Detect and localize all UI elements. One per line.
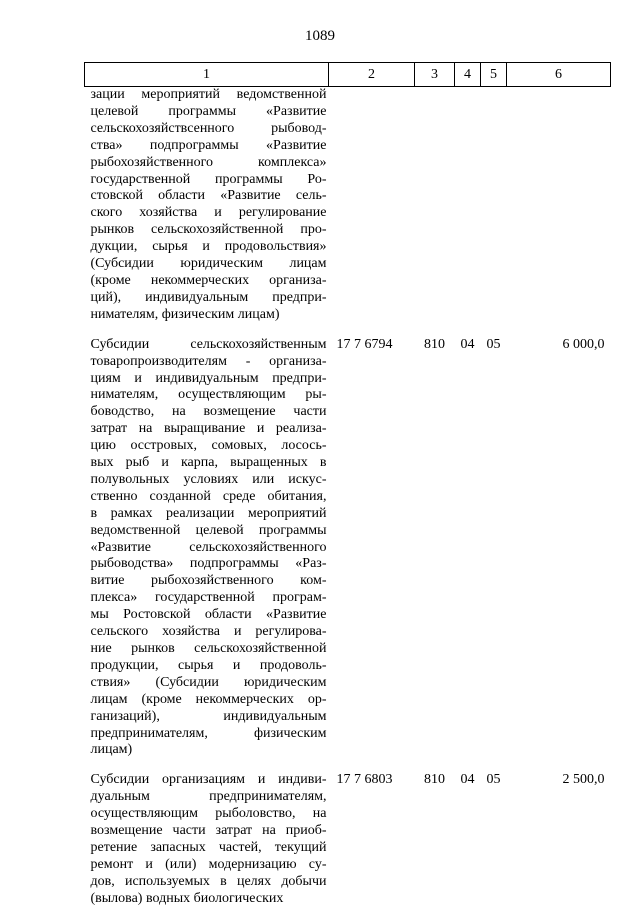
expense-type-code: 810 bbox=[424, 336, 445, 352]
description-line: ремонт и (или) модернизацию су- bbox=[90, 856, 327, 872]
column-header: 3 bbox=[415, 63, 455, 87]
description-line: зации мероприятий ведомственной bbox=[90, 87, 327, 102]
description-line: целевой программы «Развитие bbox=[90, 103, 327, 119]
description-line: стовской области «Развитие сель- bbox=[90, 188, 327, 204]
description-line: ретение запасных частей, текущий bbox=[90, 839, 327, 855]
description-line: (кроме некоммерческих организа- bbox=[90, 272, 327, 288]
description-line: вых рыб и карпа, выращенных в bbox=[90, 455, 327, 471]
description-line: Субсидии организациям и индиви- bbox=[90, 772, 327, 788]
column-header: 6 bbox=[507, 63, 611, 87]
description-line: ственно созданной среде обитания, bbox=[90, 488, 327, 504]
expense-type-code: 810 bbox=[424, 772, 445, 788]
column-header: 1 bbox=[85, 63, 329, 87]
description-line: рыбохозяйственного комплекса» bbox=[90, 154, 327, 170]
target-article-code bbox=[329, 87, 415, 324]
table-header bbox=[85, 63, 611, 87]
description-line: циям и индивидуальным предпри- bbox=[90, 370, 327, 386]
description-line: мы Ростовской области «Развитие bbox=[90, 607, 327, 623]
amount-value: 2 500,0 bbox=[562, 772, 605, 788]
description-line: затрат на выращивание и реализа- bbox=[90, 421, 327, 437]
description-line: лицам) bbox=[90, 742, 133, 758]
budget-table bbox=[84, 62, 611, 908]
column-header: 4 bbox=[455, 63, 481, 87]
description-line: дов, используемых в целях добычи bbox=[90, 873, 327, 889]
table-row bbox=[85, 759, 611, 907]
description-line: нимателям, осуществляющим ры- bbox=[90, 387, 327, 403]
amount-value bbox=[507, 87, 611, 324]
section-code bbox=[455, 87, 481, 324]
description-line: предпринимателям, физическим bbox=[90, 725, 327, 741]
description-line: «Развитие сельскохозяйственного bbox=[90, 539, 327, 555]
table-body bbox=[85, 87, 611, 908]
row-description bbox=[85, 324, 329, 760]
subsection-code: 05 bbox=[486, 336, 501, 352]
expense-type-code bbox=[415, 87, 455, 324]
page-number: 1089 bbox=[305, 28, 335, 44]
table-row bbox=[85, 87, 611, 324]
row-description bbox=[85, 87, 329, 324]
description-line: возмещение части затрат на приоб- bbox=[90, 823, 327, 839]
target-article-code: 17 7 6794 bbox=[336, 336, 393, 352]
section-code: 04 bbox=[460, 336, 475, 352]
section-code: 04 bbox=[460, 772, 475, 788]
description-line: ние рынков сельскохозяйственной bbox=[90, 641, 327, 656]
column-header: 2 bbox=[329, 63, 415, 87]
description-line: полувольных условиях или искус- bbox=[90, 471, 327, 487]
description-line: лицам (кроме некоммерческих ор- bbox=[90, 691, 327, 707]
description-line: сельского хозяйства и регулирова- bbox=[90, 624, 327, 640]
description-line: государственной программы Ро- bbox=[90, 171, 327, 187]
description-line: ского хозяйства и регулирование bbox=[90, 205, 327, 221]
description-line: осуществляющим рыболовство, на bbox=[90, 806, 327, 822]
description-line: (Субсидии юридическим лицам bbox=[90, 256, 327, 272]
description-line: нимателям, физическим лицам) bbox=[90, 306, 280, 322]
description-line: ций), индивидуальным предпри- bbox=[90, 289, 327, 305]
description-line: ствия» (Субсидии юридическим bbox=[90, 674, 327, 690]
description-line: продукции, сырья и продоволь- bbox=[90, 657, 327, 673]
description-line: боводство, на возмещение части bbox=[90, 404, 327, 420]
description-line: дукции, сырья и продовольствия» bbox=[90, 239, 327, 255]
description-line: дуальным предпринимателям, bbox=[90, 789, 327, 805]
subsection-code: 05 bbox=[486, 772, 501, 788]
row-description bbox=[85, 759, 329, 907]
description-line: витие рыбохозяйственного ком- bbox=[90, 573, 327, 589]
description-line: плекса» государственной програм- bbox=[90, 590, 327, 606]
description-line: рынков сельскохозяйственной про- bbox=[90, 222, 327, 238]
amount-value: 6 000,0 bbox=[562, 336, 605, 352]
description-line: Субсидии сельскохозяйственным bbox=[90, 336, 327, 352]
subsection-code bbox=[481, 87, 507, 324]
description-line: ства» подпрограммы «Развитие bbox=[90, 137, 327, 153]
description-line: (вылова) водных биологических bbox=[90, 890, 284, 906]
description-line: рыбоводства» подпрограммы «Раз- bbox=[90, 556, 327, 572]
description-line: ведомственной целевой программы bbox=[90, 522, 327, 538]
description-line: сельскохозяйствсенного рыбовод- bbox=[90, 120, 327, 136]
table-row bbox=[85, 324, 611, 760]
description-line: ганизаций), индивидуальным bbox=[90, 708, 327, 724]
column-header: 5 bbox=[481, 63, 507, 87]
target-article-code: 17 7 6803 bbox=[336, 772, 393, 788]
description-line: в рамках реализации мероприятий bbox=[90, 505, 327, 521]
description-line: товаропроизводителям - организа- bbox=[90, 353, 327, 369]
description-line: цию осстровых, сомовых, лосось- bbox=[90, 438, 327, 454]
